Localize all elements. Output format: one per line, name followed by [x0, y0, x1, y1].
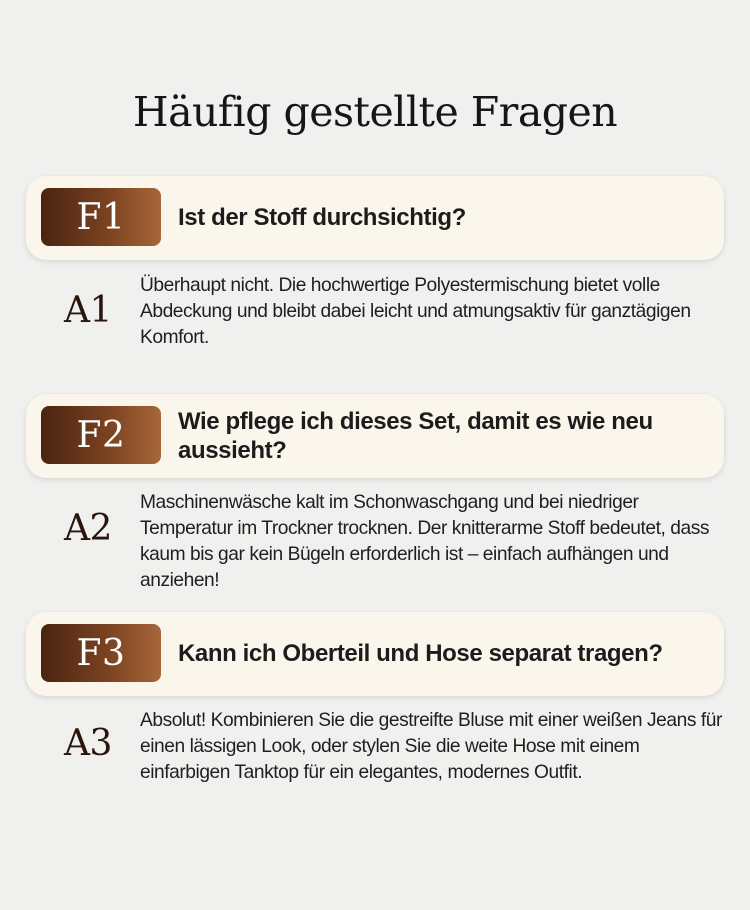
question-text-2: Wie pflege ich dieses Set, damit es wie neu aussieht?: [178, 408, 653, 464]
question-badge-2: F2: [41, 406, 161, 464]
faq-question-card-2: [26, 394, 724, 478]
answer-label-2: A2: [64, 508, 112, 549]
answer-text-2: Maschinenwäsche kalt im Schonwaschgang und bei niedriger Temperatur im Trockner trocknen. Der knitterarme Stoff bedeutet, dass kaum bis gar kein Bügeln erforderlich ist – einfach aufhängen und anziehen!: [140, 492, 709, 591]
faq-question-card-1: [26, 176, 724, 260]
answer-text-1: Überhaupt nicht. Die hochwertige Polyestermischung bietet volle Abdeckung und bleibt dabei leicht und atmungsaktiv für ganztägigen Komfort.: [140, 275, 691, 348]
question-badge-1: F1: [41, 188, 161, 246]
question-text-3: Kann ich Oberteil und Hose separat tragen?: [178, 640, 663, 667]
answer-label-1: A1: [64, 290, 112, 331]
question-text-1: Ist der Stoff durchsichtig?: [178, 204, 466, 231]
answer-label-3: A3: [64, 723, 112, 764]
faq-question-card-3: [26, 612, 724, 696]
page-title: Häufig gestellte Fragen: [132, 88, 618, 136]
answer-text-3: Absolut! Kombinieren Sie die gestreifte Bluse mit einer weißen Jeans für einen lässigen Look, oder stylen Sie die weite Hose mit einem einfarbigen Tanktop für ein elegantes, modernes Outfit.: [140, 710, 722, 783]
question-badge-3: F3: [41, 624, 161, 682]
